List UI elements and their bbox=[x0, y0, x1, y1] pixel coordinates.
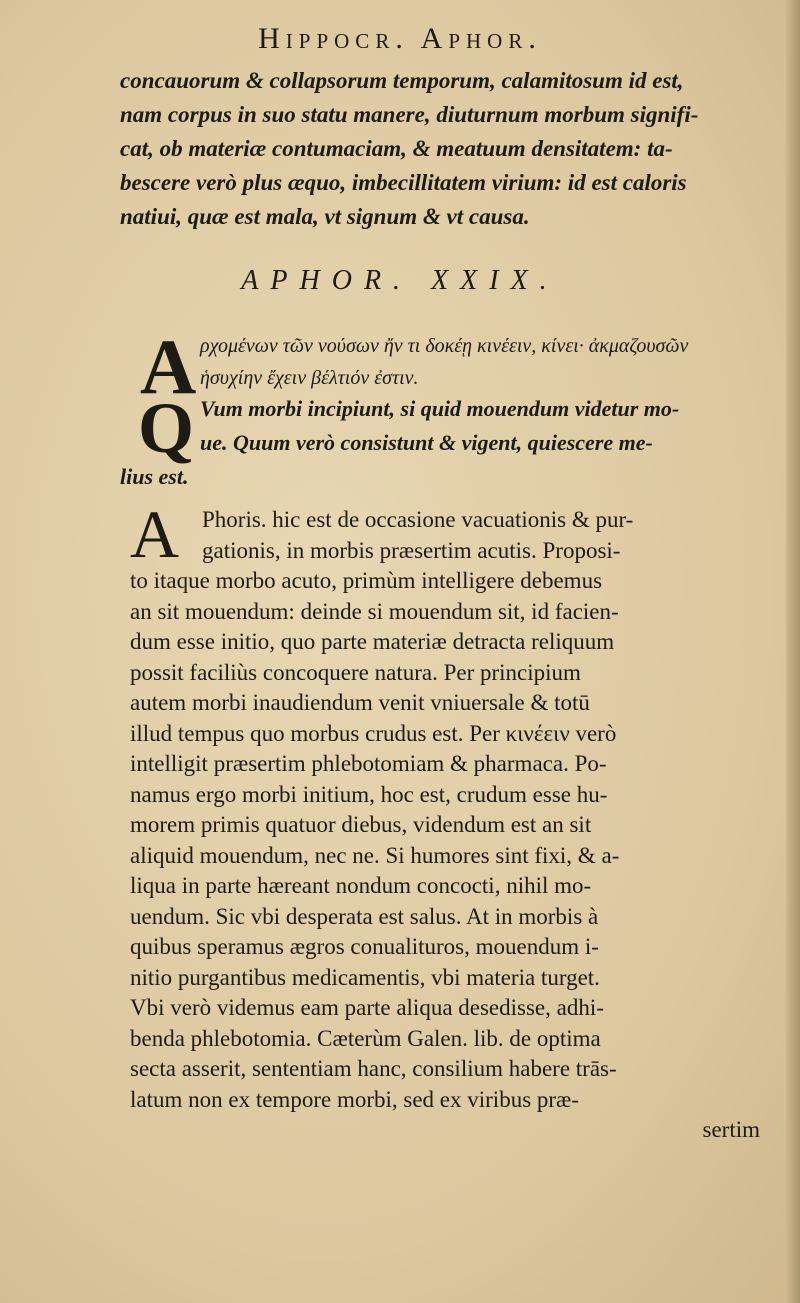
commentary-line: benda phlebotomia. Cæterùm Galen. lib. de optima bbox=[130, 1025, 601, 1051]
greek-drop-cap: A bbox=[140, 323, 197, 410]
running-header: Hippocr. Aphor. bbox=[258, 22, 542, 55]
text-line: bescere verò plus æquo, imbecillitatem virium: id est caloris bbox=[120, 170, 687, 195]
commentary-line: an sit mouendum: deinde si mouendum sit, id facien- bbox=[130, 598, 619, 624]
commentary-line: to itaque morbo acuto, primùm intelligere debemus bbox=[130, 568, 603, 593]
commentary-line: illud tempus quo morbus crudus est. Per κινέειν verò bbox=[130, 720, 617, 746]
text-line: cat, ob materiæ contumaciam, & meatuum densitatem: ta- bbox=[120, 136, 673, 161]
commentary-line: Phoris. hic est de occasione vacuationis & pur- bbox=[202, 507, 634, 532]
commentary-line: autem morbi inaudiendum venit vniuersale & totū bbox=[130, 690, 590, 715]
commentary-line: Vbi verò videmus eam parte aliqua desedisse, adhi- bbox=[130, 995, 604, 1020]
commentary-line: gationis, in morbis præsertim acutis. Proposi- bbox=[202, 537, 621, 563]
commentary-line: dum esse initio, quo parte materiæ detracta reliquum bbox=[130, 629, 615, 654]
commentary-line: intelligit præsertim phlebotomiam & pharmaca. Po- bbox=[130, 751, 607, 776]
catchword: sertim bbox=[702, 1117, 760, 1142]
preceding-commentary bbox=[120, 64, 770, 234]
latin-aphorism bbox=[120, 388, 770, 494]
text-line: nam corpus in suo statu manere, diuturnum morbum signifi- bbox=[120, 102, 699, 127]
greek-line: ρχομένων τῶν νούσων ἤν τι δοκέῃ κινέειν, κίνει· ἀκμαζουσῶν bbox=[200, 335, 689, 357]
commentary-line: namus ergo morbi initium, hoc est, crudum esse hu- bbox=[130, 781, 608, 807]
commentary-line: secta asserit, sententiam hanc, consilium habere trās- bbox=[130, 1056, 617, 1081]
latin-line: Vum morbi incipiunt, si quid mouendum videtur mo- bbox=[200, 396, 680, 421]
commentary-line: latum non ex tempore morbi, sed ex viribus præ- bbox=[130, 1086, 580, 1112]
aphorism-heading: APHOR. XXIX. bbox=[241, 265, 559, 296]
commentary-line: liqua in parte hæreant nondum concocti, nihil mo- bbox=[130, 873, 592, 898]
latin-line: ue. Quum verò consistunt & vigent, quiescere me- bbox=[200, 430, 653, 455]
commentary-line: aliquid mouendum, nec ne. Si humores sint fixi, & a- bbox=[130, 842, 620, 868]
text-line: natiui, quæ est mala, vt signum & vt causa. bbox=[120, 204, 530, 229]
commentary-drop-cap: A bbox=[130, 496, 180, 572]
greek-aphorism bbox=[200, 330, 780, 394]
latin-drop-cap: Q bbox=[138, 388, 195, 468]
commentary-line: nitio purgantibus medicamentis, vbi materia turget. bbox=[130, 964, 600, 990]
commentary-line: possit faciliùs concoquere natura. Per principium bbox=[130, 659, 581, 685]
commentary-line: quibus speramus ægros conualituros, mouendum i- bbox=[130, 934, 599, 959]
greek-line: ἡσυχίην ἔχειν βέλτιόν ἐστιν. bbox=[200, 367, 419, 389]
page-gutter-shadow bbox=[786, 0, 800, 1303]
commentary-line: uendum. Sic vbi desperata est salus. At in morbis à bbox=[130, 903, 599, 929]
commentary-body bbox=[130, 505, 770, 1146]
latin-line: lius est. bbox=[120, 464, 189, 489]
commentary-line: morem primis quatuor diebus, videndum est an sit bbox=[130, 812, 592, 837]
text-line: concauorum & collapsorum temporum, calamitosum id est, bbox=[120, 68, 684, 93]
